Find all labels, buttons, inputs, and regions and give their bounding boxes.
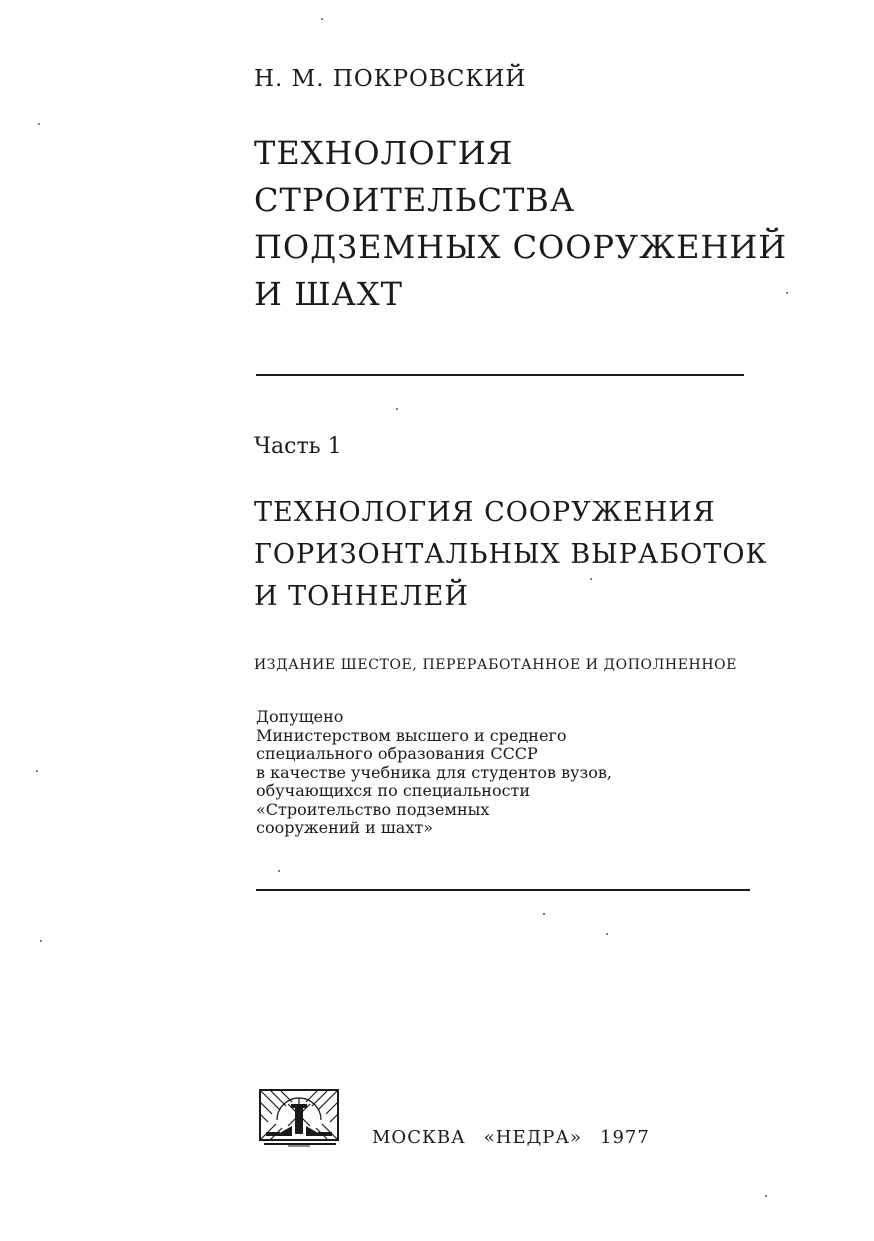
part-subtitle-line: И ТОННЕЛЕЙ <box>254 581 469 612</box>
publisher-imprint <box>372 1127 650 1148</box>
scan-speck <box>590 578 592 580</box>
edition-note: ИЗДАНИЕ ШЕСТОЕ, ПЕРЕРАБОТАННОЕ И ДОПОЛНЕННОЕ <box>254 657 738 673</box>
approval-line: специального образования СССР <box>256 744 538 763</box>
scan-speck <box>786 292 788 294</box>
scan-speck <box>765 1195 767 1197</box>
part-subtitle-line: ГОРИЗОНТАЛЬНЫХ ВЫРАБОТОК <box>254 539 768 570</box>
scan-speck <box>38 123 40 125</box>
part-label: Часть 1 <box>254 434 342 459</box>
approval-line: Допущено <box>256 707 344 726</box>
scan-speck <box>543 913 545 915</box>
approval-line: обучающихся по специальности <box>256 781 531 800</box>
author-name: Н. М. ПОКРОВСКИЙ <box>254 66 527 92</box>
top-divider <box>256 374 744 376</box>
publication-year: 1977 <box>600 1127 650 1148</box>
publisher-name: «НЕДРА» <box>483 1127 582 1148</box>
approval-line: сооружений и шахт» <box>256 818 433 837</box>
scan-speck <box>606 933 608 935</box>
book-title-line: СТРОИТЕЛЬСТВА <box>254 181 576 219</box>
book-title-line: ТЕХНОЛОГИЯ <box>254 134 514 172</box>
scan-speck <box>278 870 280 872</box>
scan-speck <box>40 940 42 942</box>
book-title-line: ПОДЗЕМНЫХ СООРУЖЕНИЙ <box>254 228 788 266</box>
approval-line: в качестве учебника для студентов вузов, <box>256 762 612 782</box>
book-title-line: И ШАХТ <box>254 275 403 313</box>
scan-speck <box>321 18 323 20</box>
scan-speck <box>396 408 398 410</box>
part-subtitle <box>254 492 767 618</box>
approval-line: Министерством высшего и среднего <box>256 725 567 745</box>
scan-speck <box>36 770 38 772</box>
publisher-city: МОСКВА <box>372 1127 466 1148</box>
part-subtitle-line: ТЕХНОЛОГИЯ СООРУЖЕНИЯ <box>254 497 716 528</box>
approval-statement <box>256 708 612 838</box>
bottom-divider <box>256 889 750 891</box>
approval-line: «Строительство подземных <box>256 799 490 819</box>
nedra-publisher-logo-icon <box>258 1088 342 1148</box>
book-title <box>254 130 787 318</box>
